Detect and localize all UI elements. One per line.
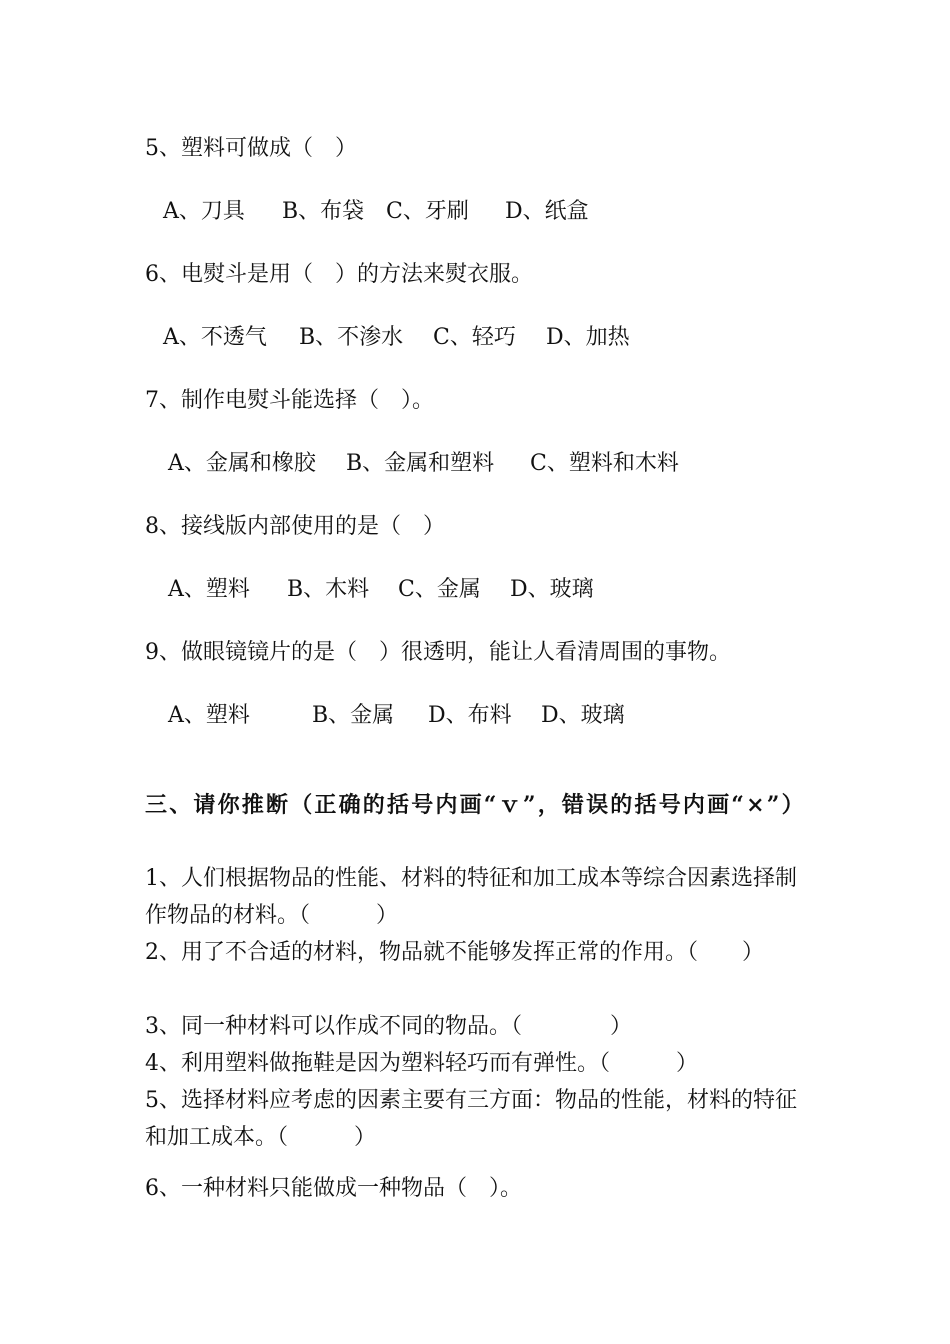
option: D、纸盒 [505,199,589,224]
question-7-stem: 7、制作电熨斗能选择（ ）。 [145,388,434,413]
question-9-stem: 9、做眼镜镜片的是（ ）很透明，能让人看清周围的事物。 [145,640,731,665]
option: D、加热 [546,325,630,350]
section-3-heading: 三、请你推断（正确的括号内画“ｖ”，错误的括号内画“×”） [145,792,806,818]
true-false-item-3: 3、同一种材料可以作成不同的物品。（ ） [145,1014,632,1039]
question-7-options [0,451,950,477]
question-8-stem: 8、接线版内部使用的是（ ） [145,514,445,539]
option: B、布袋 [282,199,365,224]
option: B、金属和塑料 [346,451,495,476]
true-false-item-1: 1、人们根据物品的性能、材料的特征和加工成本等综合因素选择制作物品的材料。（ ） [145,866,797,928]
option: C、金属 [398,577,481,602]
option: A、金属和橡胶 [168,451,316,476]
option: D、玻璃 [541,703,625,728]
option: C、塑料和木料 [530,451,679,476]
option: D、布料 [428,703,512,728]
option: C、轻巧 [433,325,516,350]
question-8-options [0,577,950,603]
option: A、刀具 [163,199,245,224]
question-6-stem: 6、电熨斗是用（ ）的方法来熨衣服。 [145,262,533,287]
true-false-item-4: 4、利用塑料做拖鞋是因为塑料轻巧而有弹性。（ ） [145,1051,698,1076]
question-9-options [0,703,950,729]
option: A、塑料 [168,703,250,728]
option: B、不渗水 [299,325,404,350]
question-5-options [0,199,950,225]
true-false-item-6: 6、一种材料只能做成一种物品（ ）。 [145,1176,522,1201]
option: A、塑料 [168,577,250,602]
question-5-stem: 5、塑料可做成（ ） [145,136,357,161]
true-false-item-2: 2、用了不合适的材料，物品就不能够发挥正常的作用。（ ） [145,940,764,965]
option: A、不透气 [163,325,267,350]
true-false-item-5: 5、选择材料应考虑的因素主要有三方面：物品的性能，材料的特征和加工成本。（ ） [145,1088,797,1150]
option: B、金属 [312,703,395,728]
option: C、牙刷 [386,199,469,224]
option: D、玻璃 [510,577,594,602]
option: B、木料 [287,577,370,602]
question-6-options [0,325,950,351]
